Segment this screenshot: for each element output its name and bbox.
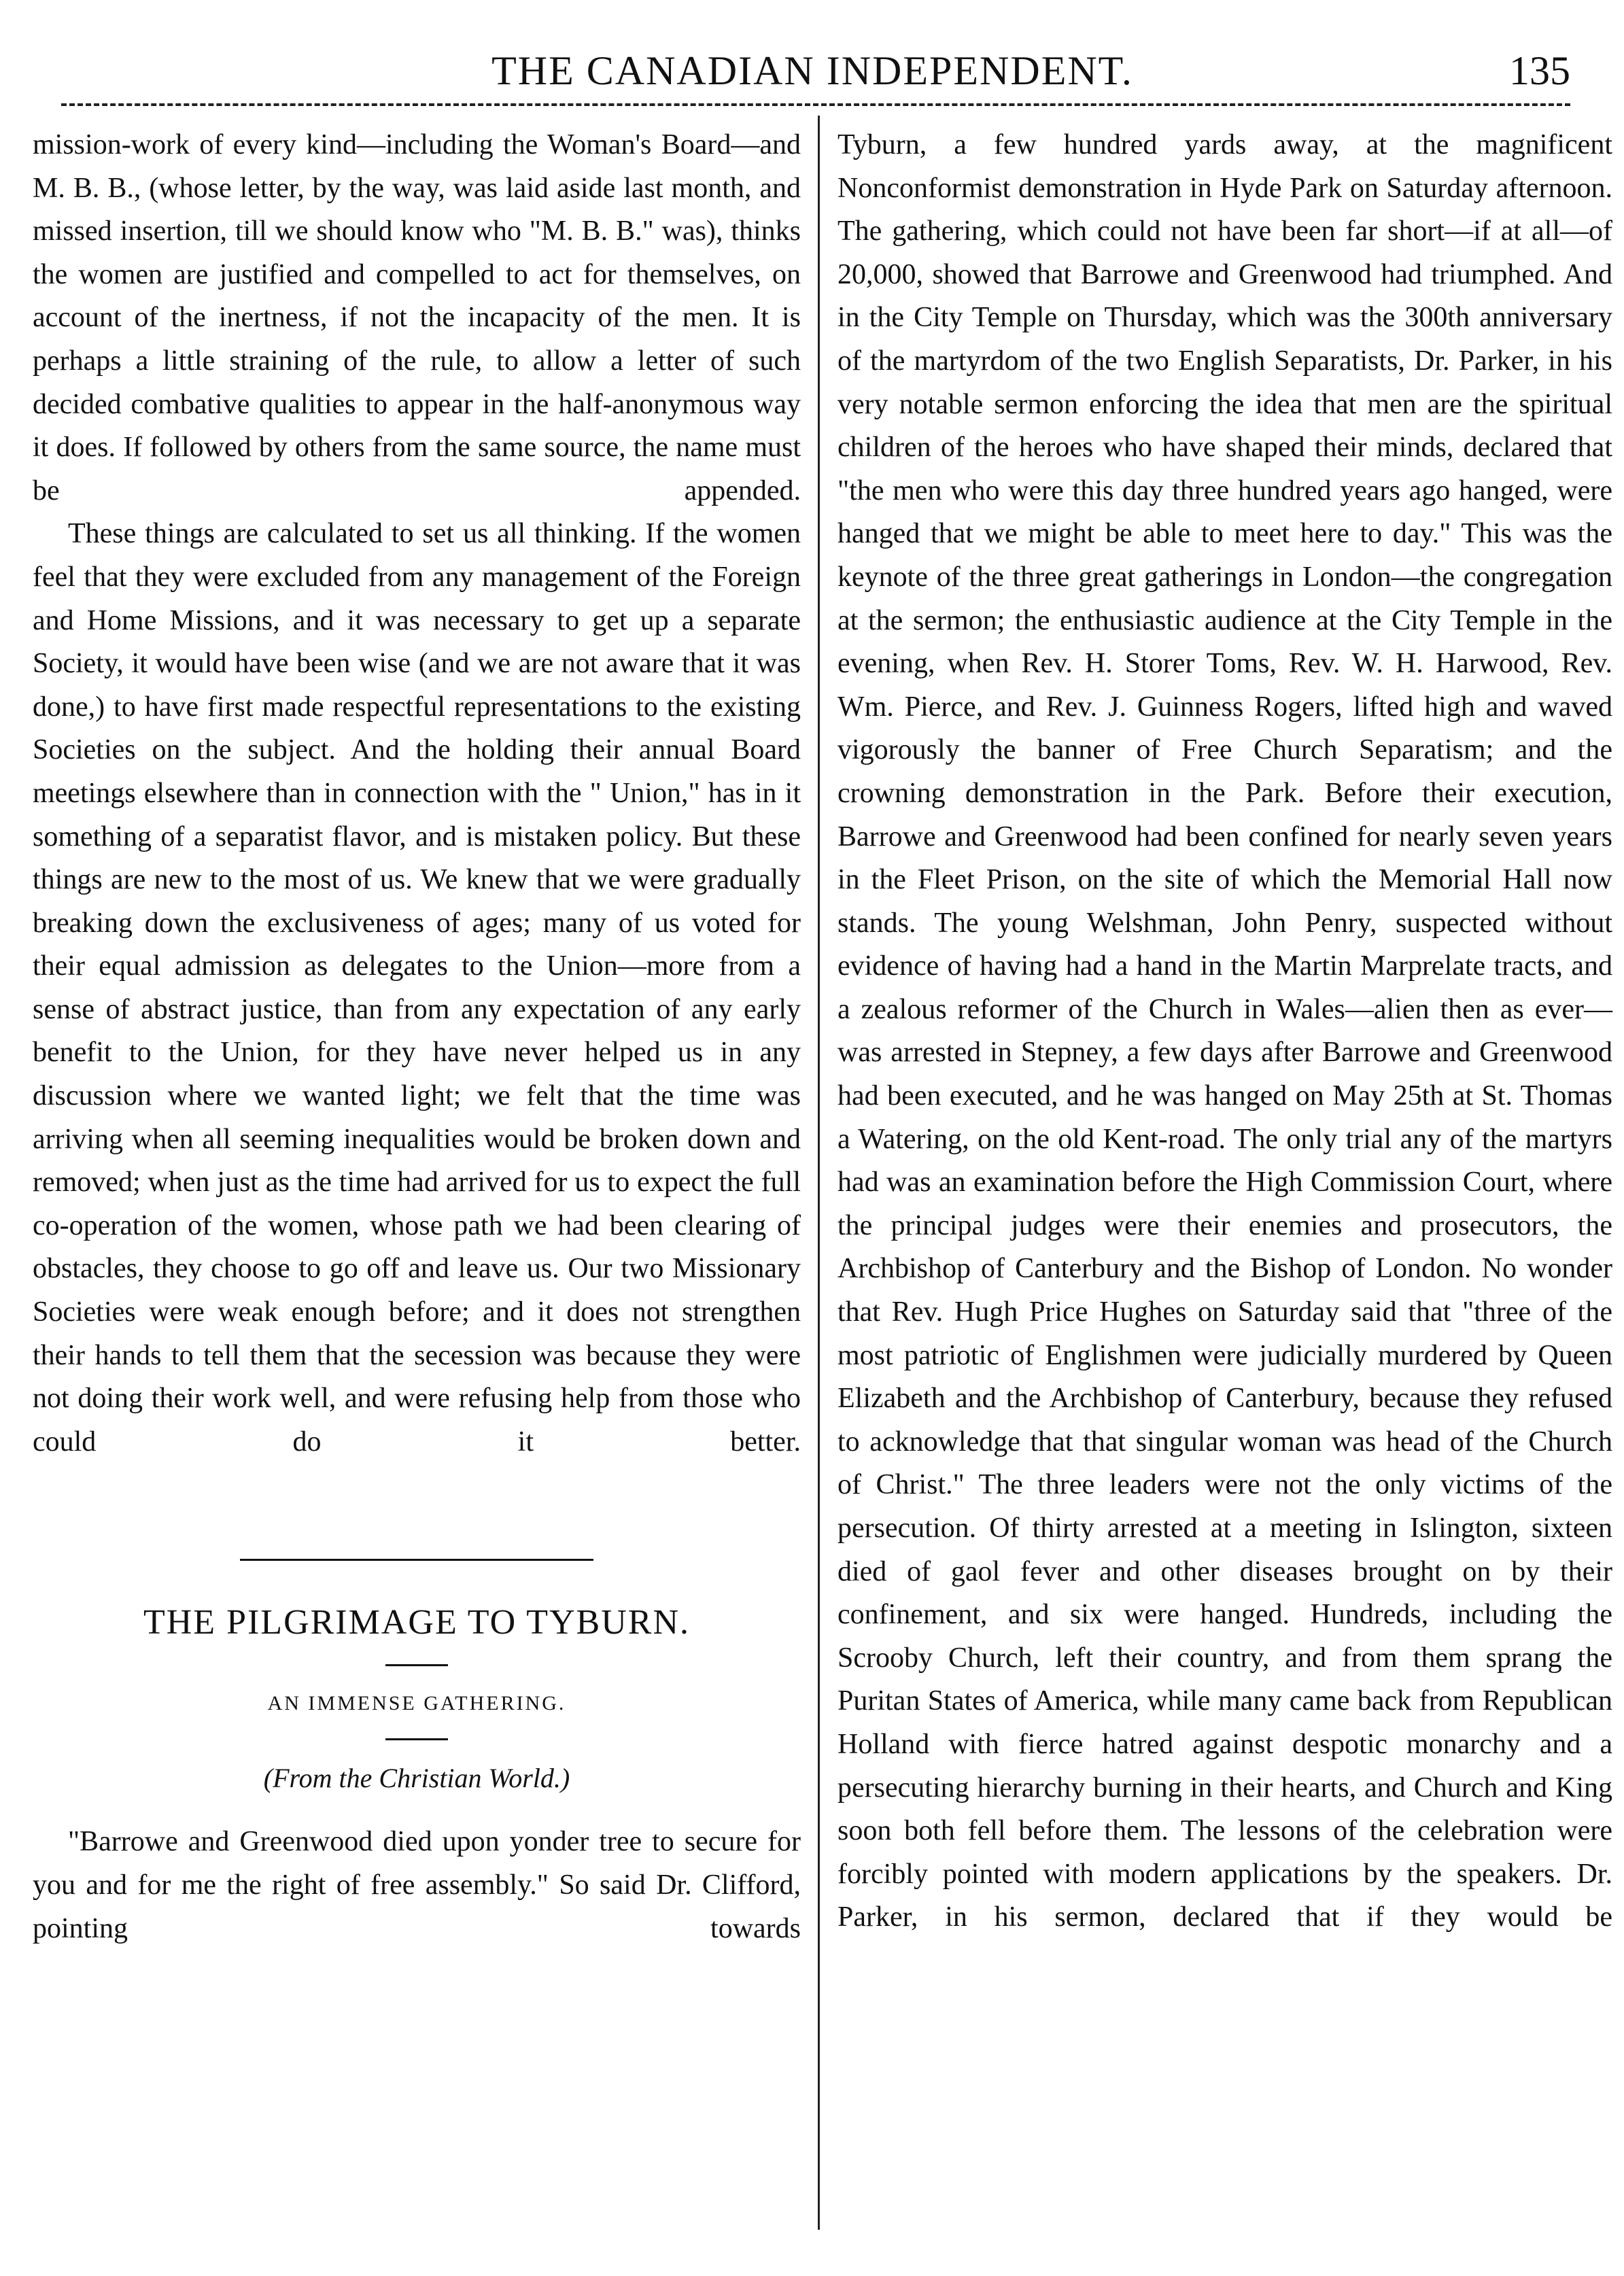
column-divider bbox=[818, 116, 820, 2230]
left-paragraph-2: These things are calculated to set us all thinking. If the women feel that they were excluded from any management of the Foreign and Home Missions, and it was necessary to get up a separate Society, it would have been wise (and we are not aware that it was done,) to have first made respectful representations to the existing Societies on the subject. And the holding their annual Board meetings elsewhere than in connection with the " Union," has in it something of a separatist flavor, and is mistaken policy. But these things are new to the most of us. We knew that we were gradually breaking down the exclusiveness of ages; many of us voted for their equal admission as delegates to the Union—more from a sense of abstract justice, than from any expectation of any early benefit to the Union, for they have never helped us in any discussion where we wanted light; we felt that the time was arriving when all seeming inequalities would be broken down and removed; when just as the time had arrived for us to expect the full co-operation of the women, whose path we had been clearing of obstacles, they choose to go off and leave us. Our two Missionary Societies were weak enough before; and it does not strengthen their hands to tell them that the secession was because they were not doing their work well, and were refusing help from those who could do it better. bbox=[33, 518, 801, 1458]
section-rule bbox=[240, 1559, 593, 1561]
left-paragraph-3: "Barrowe and Greenwood died upon yonder tree to secure for you and for me the right of free assembly." So said Dr. Clifford, pointing towards bbox=[33, 1826, 801, 1944]
page-number: 135 bbox=[1509, 48, 1570, 93]
title-rule bbox=[385, 1664, 448, 1666]
page-header bbox=[54, 45, 1570, 110]
left-paragraph-1: mission-work of every kind—including the Woman's Board—and M. B. B., (whose letter, by the way, was laid aside last month, and missed insertion, till we should know who "M. B. B." was), thinks the women are justified and compelled to act for themselves, on account of the inertness, if not the incapacity of the men. It is perhaps a little straining of the rule, to allow a letter of such decided combative qualities to appear in the half-anonymous way it does. If followed by others from the same source, the name must be appended. bbox=[33, 129, 801, 506]
journal-title: THE CANADIAN INDEPENDENT. bbox=[491, 48, 1133, 93]
subheading-rule bbox=[385, 1738, 448, 1740]
left-column bbox=[33, 124, 801, 1950]
article-source: (From the Christian World.) bbox=[263, 1763, 570, 1794]
article-title: THE PILGRIMAGE TO TYBURN. bbox=[143, 1603, 691, 1642]
right-paragraph-1: Tyburn, a few hundred yards away, at the magnificent Nonconformist demonstration in Hyde Park on Saturday afternoon. The gathering, which could not have been far short—if at all—of 20,000, showed that Barrowe and Greenwood had triumphed. And in the City Temple on Thursday, which was the 300th anniversary of the martyrdom of the two English Separatists, Dr. Parker, in his very notable sermon enforcing the idea that men are the spiritual children of the heroes who have shaped their minds, declared that "the men who were this day three hundred years ago hanged, were hanged that we might be able to meet here to day." This was the keynote of the three great gatherings in London—the congregation at the sermon; the enthusiastic audience at the City Temple in the evening, when Rev. H. Storer Toms, Rev. W. H. Harwood, Rev. Wm. Pierce, and Rev. J. Guinness Rogers, lifted high and waved vigorously the banner of Free Church Separatism; and the crowning demonstration in the Park. Before their execution, Barrowe and Greenwood had been confined for nearly seven years in the Fleet Prison, on the site of which the Memorial Hall now stands. The young Welshman, John Penry, suspected without evidence of having had a hand in the Martin Marprelate tracts, and a zealous reformer of the Church in Wales—alien then as ever—was arrested in Stepney, a few days after Barrowe and Greenwood had been executed, and he was hanged on May 25th at St. Thomas a Watering, on the old Kent-road. The only trial any of the martyrs had was an examination before the High Commission Court, where the principal judges were their enemies and prosecutors, the Archbishop of Canterbury and the Bishop of London. No wonder that Rev. Hugh Price Hughes on Saturday said that "three of the most patriotic of Englishmen were judicially murdered by Queen Elizabeth and the Archbishop of Canterbury, because they refused to acknowledge that that singular woman was head of the Church of Christ." The three leaders were not the only victims of the persecution. Of thirty arrested at a meeting in Islington, sixteen died of gaol fever and other diseases brought on by their confinement, and six were hanged. Hundreds, including the Scrooby Church, left their country, and from them sprang the Puritan States of America, while many came back from Republican Holland with fierce hatred against despotic monarchy and a persecuting hierarchy burning in their hearts, and Church and King soon both fell before them. The lessons of the celebration were forcibly pointed with modern applications by the speakers. Dr. Parker, in his sermon, declared that if they would be bbox=[837, 129, 1612, 1933]
header-rule bbox=[61, 103, 1570, 106]
right-column bbox=[837, 124, 1612, 1939]
article-subheading: AN IMMENSE GATHERING. bbox=[267, 1692, 566, 1715]
